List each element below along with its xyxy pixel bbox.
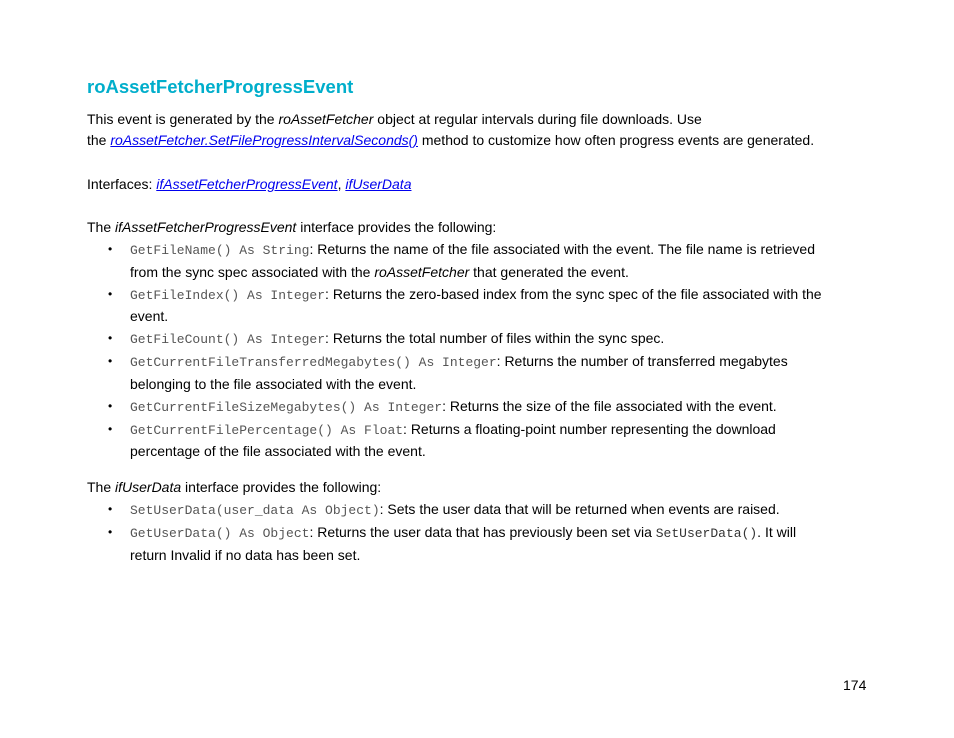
method-signature: GetFileIndex() As Integer — [130, 287, 326, 303]
set-progress-interval-link[interactable]: roAssetFetcher.SetFileProgressIntervalSeconds() — [110, 132, 418, 148]
section2-lead: The ifUserData interface provides the following: — [87, 479, 382, 495]
user-data-method-list — [87, 499, 877, 567]
intro-paragraph: This event is generated by the roAssetFetcher object at regular intervals during file downloads. Use the roAssetFetcher.SetFileProgressIntervalSeconds() method to customize how often progress events are generated. — [87, 111, 815, 148]
page-title: roAssetFetcherProgressEvent — [87, 76, 354, 97]
if-asset-fetcher-progress-event-link[interactable]: ifAssetFetcherProgressEvent — [156, 176, 338, 192]
method-signature: GetCurrentFilePercentage() As Float — [130, 422, 404, 438]
list-item: • GetFileName() As String: Returns the name of the file associated with the event. The file name is retrieved from the sync spec associated with the roAssetFetcher that generated the event. — [108, 241, 816, 280]
method-signature: GetFileCount() As Integer — [130, 332, 326, 347]
bullet-icon: • — [108, 502, 113, 516]
list-item: • GetCurrentFilePercentage() As Float: Returns a floating-point number representing the download percentage of the file associated with the event. — [108, 420, 776, 459]
method-signature: GetCurrentFileSizeMegabytes() As Integer — [130, 399, 443, 415]
method-signature: SetUserData(user_data As Object) — [130, 503, 380, 518]
progress-event-method-list — [87, 239, 877, 463]
page-number: 174 — [843, 677, 867, 693]
interfaces-line: Interfaces: ifAssetFetcherProgressEvent, ifUserData — [87, 176, 412, 192]
bullet-icon: • — [108, 242, 113, 256]
bullet-icon: • — [108, 331, 113, 345]
list-item: • GetFileIndex() As Integer: Returns the zero-based index from the sync spec of the file associated with the event. — [108, 285, 822, 324]
bullet-icon: • — [108, 421, 113, 436]
bullet-icon: • — [108, 286, 113, 301]
if-user-data-link[interactable]: ifUserData — [345, 176, 412, 192]
bullet-icon: • — [108, 525, 113, 539]
list-item: • SetUserData(user_data As Object): Sets the user data that will be returned when events are raised. — [87, 499, 877, 522]
list-item: • GetUserData() As Object: Returns the user data that has previously been set via SetUserData(). It will return Invalid if no data has been set. — [108, 524, 797, 563]
list-item: • GetCurrentFileSizeMegabytes() As Integer: Returns the size of the file associated with the event. — [87, 396, 877, 419]
method-signature: GetFileName() As String — [130, 243, 310, 258]
bullet-icon: • — [108, 354, 113, 368]
method-signature: GetCurrentFileTransferredMegabytes() As Integer — [130, 355, 497, 370]
section1-lead: The ifAssetFetcherProgressEvent interface provides the following: — [87, 219, 497, 235]
list-item: • GetCurrentFileTransferredMegabytes() As Integer: Returns the number of transferred megabytes belonging to the file associated with the event. — [108, 353, 788, 392]
list-item: • GetFileCount() As Integer: Returns the total number of files within the sync spec. — [87, 328, 877, 351]
method-signature: GetUserData() As Object — [130, 526, 310, 541]
bullet-icon: • — [108, 398, 113, 413]
inline-code: SetUserData() — [655, 526, 758, 541]
